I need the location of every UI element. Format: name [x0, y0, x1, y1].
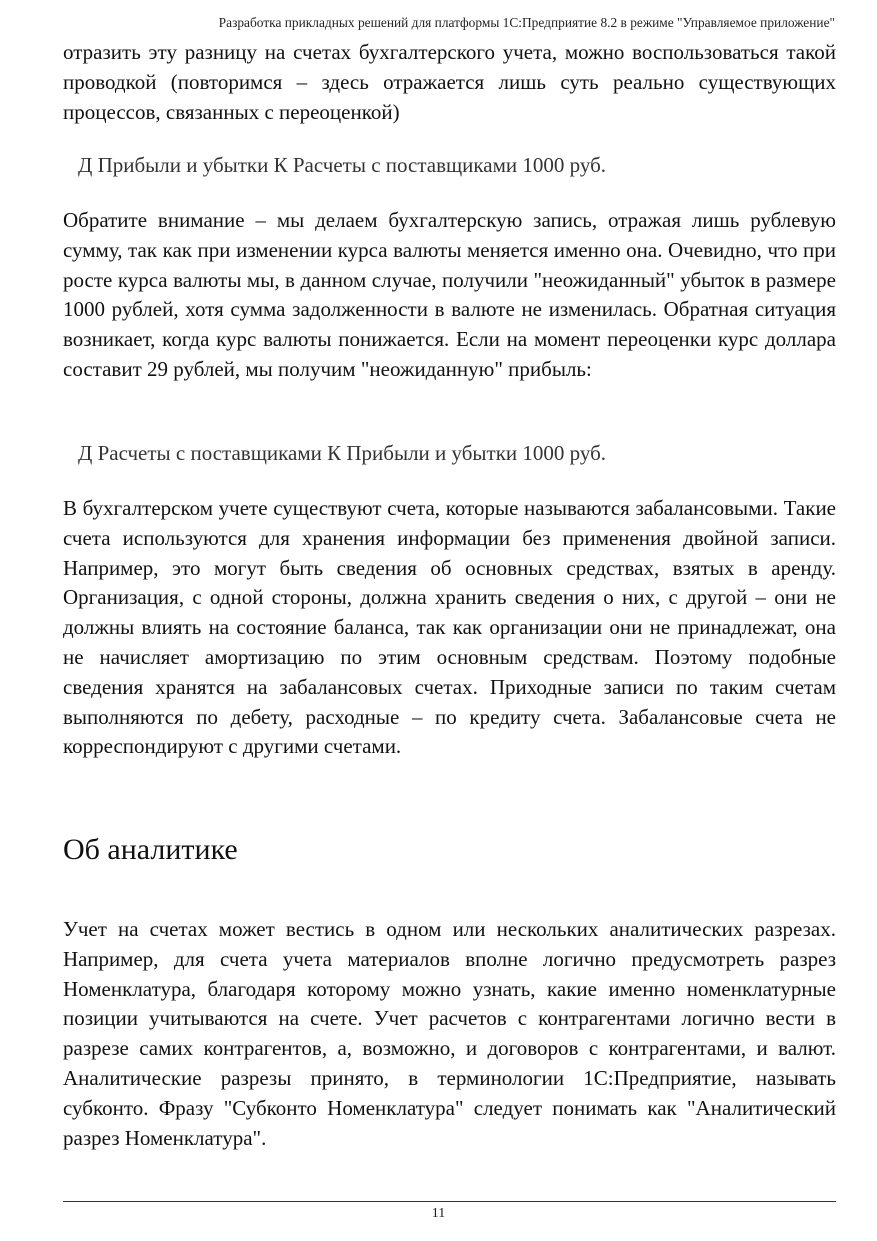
paragraph-revaluation-intro: отразить эту разницу на счетах бухгалтерского учета, можно воспользоваться такой проводкой (повторимся – здесь отражается лишь суть реально существующих процессов, связанных с переоценкой)	[63, 40, 836, 124]
page-number: 11	[431, 1206, 446, 1221]
paragraph-exchange-rate: Обратите внимание – мы делаем бухгалтерскую запись, отражая лишь рублевую сумму, так как при изменении курса валюты меняется именно она. Очевидно, что при росте курса валюты мы, в данном случае, получили "неожиданный" убыток в размере 1000 рублей, хотя сумма задолженности в валюте не изменилась. Обратная ситуация возникает, когда курс валюты понижается. Если на момент переоценки курс доллара составит 29 рублей, мы получим "неожиданную" прибыль:	[63, 208, 836, 381]
paragraph-analytics: Учет на счетах может вестись в одном или нескольких аналитических разрезах. Например, для счета учета материалов вполне логично предусмотреть разрез Номенклатура, благодаря которому можно узнать, какие именно номенклатурные позиции учитываются на счете. Учет расчетов с контрагентами логично вести в разрезе самих контрагентов, а, возможно, и договоров с контрагентами, и валют. Аналитические разрезы принято, в терминологии 1С:Предприятие, называть субконто. Фразу "Субконто Номенклатура" следует понимать как "Аналитический разрез Номенклатура".	[63, 917, 836, 1150]
paragraph-off-balance: В бухгалтерском учете существуют счета, которые называются забалансовыми. Такие счета используются для хранения информации без применения двойной записи. Например, это могут быть сведения об основных средствах, взятых в аренду. Организация, с одной стороны, должна хранить сведения о них, с другой – они не должны влиять на состояние баланса, так как организации они не принадлежат, она не начисляет амортизацию по этим основным средствам. Поэтому подобные сведения хранятся на забалансовых счетах. Приходные записи по таким счетам выполняются по дебету, расходные – по кредиту счета. Забалансовые счета не корреспондируют с другими счетами.	[63, 496, 836, 759]
accounting-entry-profit: Д Расчеты с поставщиками К Прибыли и убытки 1000 руб.	[78, 441, 607, 465]
accounting-entry-loss: Д Прибыли и убытки К Расчеты с поставщиками 1000 руб.	[78, 153, 607, 177]
running-header: Разработка прикладных решений для платформы 1С:Предприятие 8.2 в режиме "Управляемое приложение"	[218, 15, 835, 30]
section-heading-analytics: Об аналитике	[63, 833, 238, 866]
footer-divider	[63, 1201, 836, 1202]
